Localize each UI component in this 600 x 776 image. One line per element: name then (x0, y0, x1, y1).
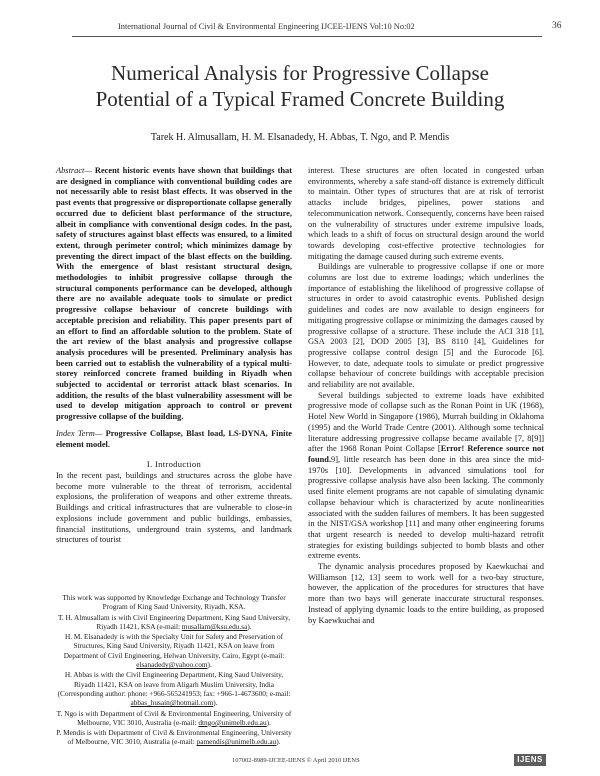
left-column (56, 166, 292, 546)
email-link[interactable]: pamendis@unimelb.edu.au (196, 737, 277, 747)
title-line-2: Potential of a Typical Framed Concrete Building (95, 87, 505, 111)
index-terms (56, 429, 292, 450)
email-link[interactable]: musallam@ksu.edu.sa (181, 621, 248, 631)
footnote-almusallam: T. H. Almusallam is with Civil Engineering Department, King Saud University, Riyadh 11421, KSA (e-mail: musallam@ksu.edu.sa). (57, 612, 291, 631)
body-paragraph: Several buildings subjected to extreme loads have exhibited progressive mode of collapse such as the Ronan Point in UK (1968), Hotel New World in Singapore (1986), Murrah building in Oklahoma (1995) and the World Trade Centre (2001). Although some technical literature addressing progressive collapse became available [7, 8[9]] after the 1968 Ronan Point Collapse [Error! Reference source not found.9], little research has been done in this area since the mid-1970s [10]. Developments in advanced simulations tool for progressive collapse analysis have also been lacking. The commonly used finite element programs are not capable of simulating dynamic collapse behaviour which is characterized by acute nonlinearities associated with the sudden failures of members. It has been suggested in the NIST/GSA workshop [11] and many other engineering forums that urgent research is needed to develop multi-hazard retrofit strategies for existing buildings subjected to bomb blasts and other extreme events. (308, 390, 544, 561)
index-terms-text: Progressive Collapse, Blast load, LS-DYNA, Finite element model. (56, 428, 293, 449)
running-header (0, 20, 600, 36)
body-paragraph: The dynamic analysis procedures proposed by Kaewkuchai and Williamson [12, 13] seem to work well for a two-bay structure, however, the application of the procedures for structures that have more than two bays will generate inaccurate structural responses. Instead of applying dynamic loads to the entire building, as proposed by Kaewkuchai and (308, 562, 544, 625)
paper-title (40, 60, 560, 112)
body-paragraph: interest. These structures are often located in congested urban environments, whereby a safe stand-off distance is extremely difficult to maintain. Other types of structures that are at risk of terrorist attacks include bridges, pipelines, power stations and telecommunication network. Consequently, concerns have been raised on the vulnerability of structures under extreme impulsive loads, which leads to a shift of focus on structural design around the world towards developing cost-effective protective technologies for mitigating the damage caused during such extreme events. (308, 166, 544, 261)
footer-id: 107002-8989-IJCEE-IJENS © April 2010 IJENS (232, 757, 360, 764)
journal-name: International Journal of Civil & Environmental Engineering IJCEE-IJENS Vol:10 No:02 (118, 22, 415, 31)
footnote-elsanadedy: H. M. Elsanadedy is with the Specialty Unit for Safety and Preservation of Structures, King Saud University, Riyadh 11421, KSA on leave from Department of Civil Engineering, Helwan University, Cairo, Egypt (e-mail: elsanadedy@yahoo.com). (63, 632, 285, 670)
index-terms-label: Index Term— (56, 428, 103, 438)
section-heading-introduction: I. Introduction (146, 459, 202, 470)
abstract-label: Abstract— (56, 166, 92, 175)
abstract (56, 166, 292, 423)
page-number: 36 (552, 21, 562, 31)
body-paragraph: Buildings are vulnerable to progressive collapse if one or more columns are lost due to extreme loadings; which underlines the importance of establishing the likelihood of progressive collapse of structures in order to avoid catastrophic events. Published design guidelines and codes are now available to design engineers for mitigating progressive collapse or minimizing the damages caused by progressive collapse of a structure. These include the ACI 318 [1], GSA 2003 [2], DOD 2005 [3], BS 8110 [4], Guidelines for progressive collapse control design [5] and the Eurocode [6]. However, to date, adequate tools to simulate or predict progressive collapse behaviour of concrete buildings with acceptable precision and reliability are not available. (308, 262, 544, 390)
email-link[interactable]: elsanadedy@yahoo.com (136, 660, 208, 670)
ijens-logo: IJENS (514, 754, 546, 766)
header-rule (72, 36, 542, 37)
email-link[interactable]: dtngo@unimelb.edu.au (198, 717, 267, 727)
footnote-abbas: H. Abbas is with the Civil Engineering Department, King Saud University, Riyadh 11421, KSA on leave from Aligarh Muslim University, India (Corresponding author: phone: +966-565241953; fax: +966-1-4673600; e-mail: abbas_husain@hotmail.com). (57, 670, 291, 708)
footnotes (56, 593, 292, 748)
footnote-ngo: T. Ngo is with Department of Civil & Environmental Engineering, University of Melbourne, VIC 3010, Australia (e-mail: dtngo@unimelb.edu.au). (56, 708, 292, 727)
abstract-text: Recent historic events have shown that buildings that are designed in compliance with conventional building codes are not necessarily able to resist blast effects. It was observed in the past events that progressive or disproportionate collapse generally occurred due to deficient blast performance of the structure, albeit in compliance with conventional design codes. In the past, safety of structures against blast effects was ensured, to a limited extent, through perimeter control; which minimizes damage by preventing the direct impact of the blast effects on the building. With the emergence of blast resistant structural design, methodologies to inhibit progressive collapse through the structural components performance can be developed, although there are no available adequate tools to simulate or predict progressive collapse behaviour of concrete buildings with acceptable precision and reliability. This paper presents part of an effort to find an affordable solution to the problem. State of the art review of the blast analysis and progressive collapse analysis procedures will be presented. Preliminary analysis has been carried out to establish the vulnerability of a typical multi-storey reinforced concrete framed building in Riyadh when subjected to accidental or terrorist attack blast scenarios. In addition, the results of the blast vulnerability assessment will be used to develop mitigation approach to control or prevent progressive collapse of the building. (56, 166, 292, 422)
right-column (308, 166, 544, 626)
reference-error: Error! Reference source not found. (308, 444, 544, 464)
footnote-funding: This work was supported by Knowledge Exchange and Technology Transfer Program of King Saud University, Riyadh, KSA. (62, 593, 286, 612)
author-list: Tarek H. Almusallam, H. M. Elsanadedy, H. Abbas, T. Ngo, and P. Mendis (150, 132, 450, 143)
title-line-1: Numerical Analysis for Progressive Collapse (111, 61, 489, 85)
intro-paragraph: In the recent past, buildings and structures across the globe have become more vulnerable to the threat of terrorism, accidental explosions, the proliferation of weapons and other extreme threats. Buildings and critical infrastructures that are vulnerable to close-in explosions include government and public buildings, embassies, financial institutions, underground train systems, and landmark structures of tourist (56, 470, 292, 545)
email-link[interactable]: abbas_husain@hotmail.com (130, 698, 214, 708)
footnote-mendis: P. Mendis is with Department of Civil & Environmental Engineering, University of Melbourne, VIC 3010, Australia (e-mail: pamendis@unimelb.edu.au). (56, 728, 292, 747)
page-footer (0, 754, 600, 772)
